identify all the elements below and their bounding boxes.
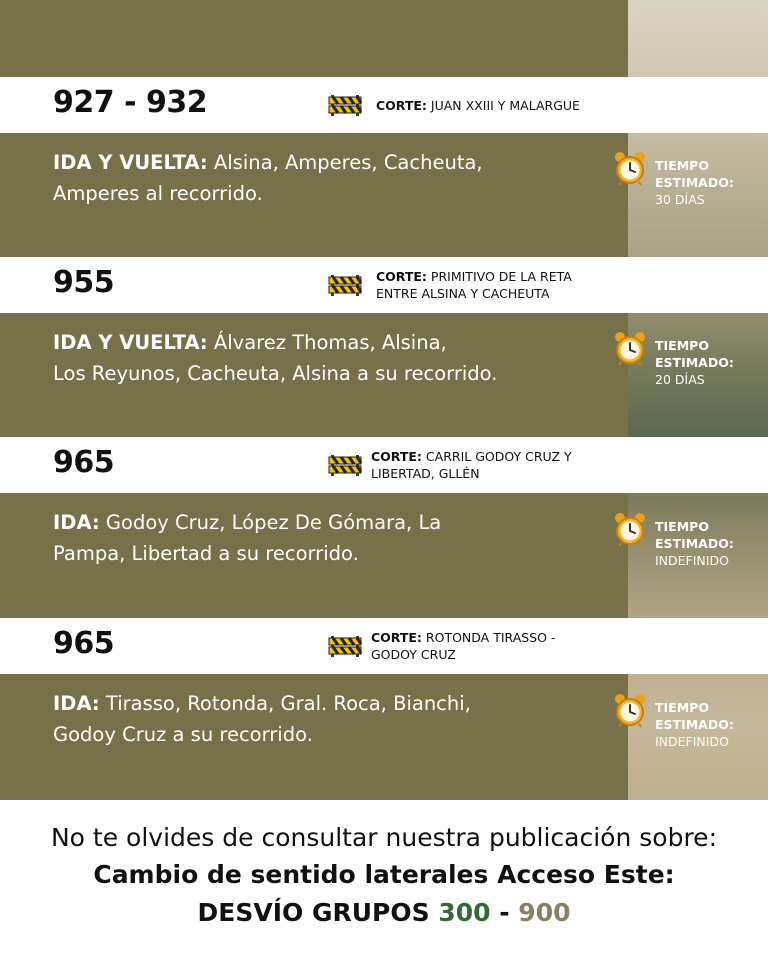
top-band [0,0,628,77]
direction-label: IDA Y VUELTA: [53,151,208,174]
corte-line-1: CARRIL GODOY CRUZ Y [425,449,572,464]
corte-line-1: PRIMITIVO DE LA RETA [430,269,572,284]
route-details [0,313,628,437]
road-barrier-icon [328,634,362,658]
road-barrier-icon [328,93,362,117]
alarm-clock-icon [613,692,647,728]
road-barrier-icon [328,453,362,477]
corte-line-2: GODOY CRUZ [371,647,456,662]
tiempo-value: INDEFINIDO [655,553,729,568]
desvio-label: DESVÍO GRUPOS [197,898,439,927]
tiempo-value: INDEFINIDO [655,734,729,749]
footer-desvio [0,894,768,932]
footer-intro: No te olvides de consultar nuestra publicación sobre: [50,823,717,852]
route-details [0,674,628,800]
group-900: 900 [518,898,571,927]
footer-title: Cambio de sentido laterales Acceso Este: [93,860,675,889]
tiempo-estimado [613,150,734,208]
corte-label: CORTE: [376,97,427,113]
estimado-label: ESTIMADO: [655,175,734,190]
tiempo-label: TIEMPO [655,519,709,534]
corte-label: CORTE: [376,269,427,284]
alarm-clock-icon [613,150,647,186]
route-number: 955 [53,265,115,300]
desc-line-2: Godoy Cruz a su recorrido. [53,723,313,746]
alarm-clock-icon [613,330,647,366]
route-details [0,133,628,257]
route-description [53,147,593,209]
route-header [0,257,768,313]
corte-info [328,257,572,313]
route-description [53,507,593,569]
group-separator: - [490,898,519,927]
direction-label: IDA: [53,692,100,715]
corte-label: CORTE: [371,449,422,464]
route-header [0,618,768,674]
alarm-clock-icon [613,511,647,547]
estimado-label: ESTIMADO: [655,536,734,551]
corte-line-2: ENTRE ALSINA Y CACHEUTA [376,286,550,301]
desc-line-1: Alsina, Amperes, Cacheuta, [213,151,483,174]
corte-info [328,437,572,493]
route-details [0,493,628,618]
footer [0,820,768,932]
corte-info [328,618,555,674]
corte-line-1: ROTONDA TIRASSO - [425,630,556,645]
estimado-label: ESTIMADO: [655,355,734,370]
desc-line-1: Álvarez Thomas, Alsina, [213,331,447,354]
route-header [0,437,768,493]
group-300: 300 [438,898,491,927]
corte-label: CORTE: [371,630,422,645]
route-description [53,688,593,750]
estimado-label: ESTIMADO: [655,717,734,732]
direction-label: IDA Y VUELTA: [53,331,208,354]
route-number: 965 [53,445,115,480]
desc-line-1: Godoy Cruz, López De Gómara, La [105,511,442,534]
corte-info [328,77,580,133]
tiempo-label: TIEMPO [655,158,709,173]
route-header [0,77,768,133]
road-barrier-icon [328,273,362,297]
tiempo-estimado [613,330,734,388]
tiempo-label: TIEMPO [655,338,709,353]
corte-line-2: LIBERTAD, GLLÉN [371,466,480,481]
direction-label: IDA: [53,511,100,534]
route-number: 965 [53,626,115,661]
route-description [53,327,593,389]
route-number: 927 - 932 [53,85,208,120]
desc-line-2: Pampa, Libertad a su recorrido. [53,542,359,565]
tiempo-value: 30 DÍAS [655,192,705,207]
desc-line-2: Amperes al recorrido. [53,182,263,205]
desc-line-1: Tirasso, Rotonda, Gral. Roca, Bianchi, [105,692,471,715]
tiempo-estimado [613,511,734,569]
desc-line-2: Los Reyunos, Cacheuta, Alsina a su recorrido. [53,362,498,385]
corte-line-1: JUAN XXIII Y MALARGUE [430,97,580,113]
tiempo-value: 20 DÍAS [655,372,705,387]
tiempo-label: TIEMPO [655,700,709,715]
tiempo-estimado [613,692,734,750]
